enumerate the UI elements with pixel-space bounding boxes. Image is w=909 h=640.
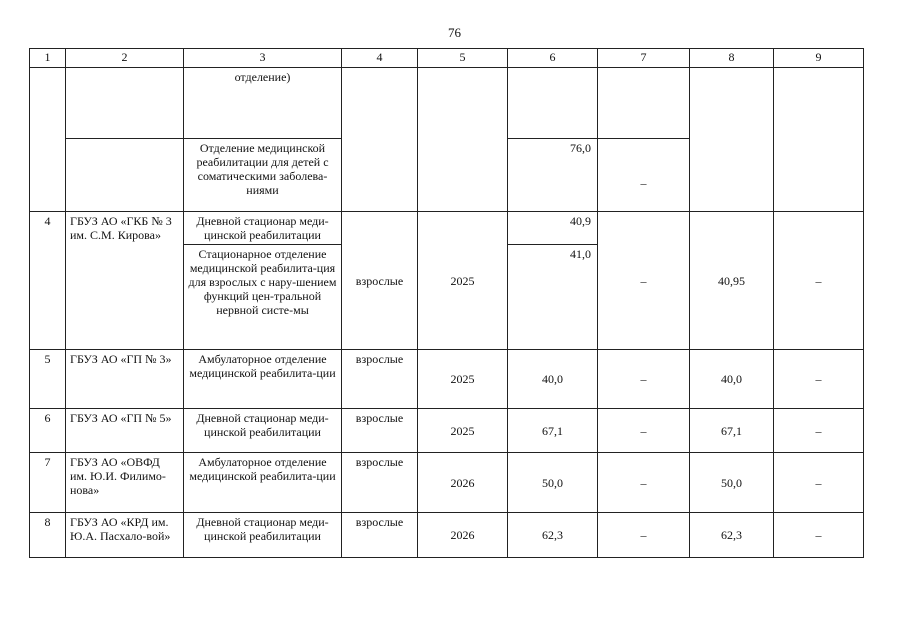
cell-col7: – [598, 350, 690, 409]
cell-col8: 40,0 [690, 350, 774, 409]
cell-col8: 67,1 [690, 409, 774, 453]
cell-col9: – [774, 409, 864, 453]
cell-col7: – [598, 139, 690, 212]
table-row [30, 453, 864, 513]
cell-group: взрослые [342, 513, 418, 558]
cell-year: 2026 [418, 513, 508, 558]
cell-year: 2026 [418, 453, 508, 513]
table-row [30, 350, 864, 409]
cell-col9: – [774, 453, 864, 513]
cell-group: взрослые [342, 350, 418, 409]
cell-col9 [774, 68, 864, 212]
cell-col7 [598, 68, 690, 139]
cell-col7: – [598, 212, 690, 350]
cell-org: ГБУЗ АО «ГП № 5» [66, 409, 184, 453]
cell-dept: Дневной стационар меди-цинской реабилитации [184, 513, 342, 558]
cell-group: взрослые [342, 409, 418, 453]
cell-value: 76,0 [508, 139, 598, 212]
cell-value: 62,3 [508, 513, 598, 558]
cell-num: 8 [30, 513, 66, 558]
cell-col9: – [774, 212, 864, 350]
cell-org: ГБУЗ АО «КРД им. Ю.А. Пасхало-вой» [66, 513, 184, 558]
cell-num: 5 [30, 350, 66, 409]
cell-dept: Дневной стационар меди-цинской реабилитации [184, 212, 342, 245]
cell-num: 7 [30, 453, 66, 513]
cell-num [30, 68, 66, 212]
header-cell: 2 [66, 49, 184, 68]
cell-value: 67,1 [508, 409, 598, 453]
cell-org: ГБУЗ АО «ОВФД им. Ю.И. Филимо-нова» [66, 453, 184, 513]
header-cell: 3 [184, 49, 342, 68]
cell-value: 50,0 [508, 453, 598, 513]
cell-dept: Отделение медицинской реабилитации для детей с соматическими заболева-ниями [184, 139, 342, 212]
cell-col8: 50,0 [690, 453, 774, 513]
cell-col7: – [598, 409, 690, 453]
cell-dept: Дневной стационар меди-цинской реабилитации [184, 409, 342, 453]
cell-num: 6 [30, 409, 66, 453]
header-cell: 9 [774, 49, 864, 68]
cell-value: 40,0 [508, 350, 598, 409]
cell-year: 2025 [418, 350, 508, 409]
cell-year: 2025 [418, 409, 508, 453]
cell-org: ГБУЗ АО «ГП № 3» [66, 350, 184, 409]
header-cell: 7 [598, 49, 690, 68]
cell-value: 40,9 [508, 212, 598, 245]
cell-col7: – [598, 513, 690, 558]
cell-col8: 62,3 [690, 513, 774, 558]
header-cell: 1 [30, 49, 66, 68]
header-row [30, 49, 864, 68]
cell-num: 4 [30, 212, 66, 350]
cell-group: взрослые [342, 212, 418, 350]
cell-value [508, 68, 598, 139]
cell-dept: Амбулаторное отделение медицинской реабилита-ции [184, 453, 342, 513]
cell-col9: – [774, 513, 864, 558]
table-row [30, 513, 864, 558]
cell-group: взрослые [342, 453, 418, 513]
cell-dept: отделение) [184, 68, 342, 139]
cell-org [66, 139, 184, 212]
cell-group [342, 68, 418, 212]
header-cell: 4 [342, 49, 418, 68]
cell-col7: – [598, 453, 690, 513]
cell-col8 [690, 68, 774, 212]
cell-org: ГБУЗ АО «ГКБ № 3 им. С.М. Кирова» [66, 212, 184, 350]
page-number: 76 [448, 25, 461, 40]
header-cell: 6 [508, 49, 598, 68]
cell-dept: Амбулаторное отделение медицинской реабилита-ции [184, 350, 342, 409]
table-row [30, 68, 864, 139]
cell-col9: – [774, 350, 864, 409]
header-cell: 5 [418, 49, 508, 68]
cell-value: 41,0 [508, 245, 598, 350]
rehab-table [29, 48, 864, 558]
table-row [30, 409, 864, 453]
cell-year: 2025 [418, 212, 508, 350]
header-cell: 8 [690, 49, 774, 68]
table-row [30, 212, 864, 245]
cell-col8: 40,95 [690, 212, 774, 350]
cell-year [418, 68, 508, 212]
cell-dept: Стационарное отделение медицинской реабилита-ция для взрослых с нару-шением функций цен-тральной нервной систе-мы [184, 245, 342, 350]
cell-org [66, 68, 184, 139]
